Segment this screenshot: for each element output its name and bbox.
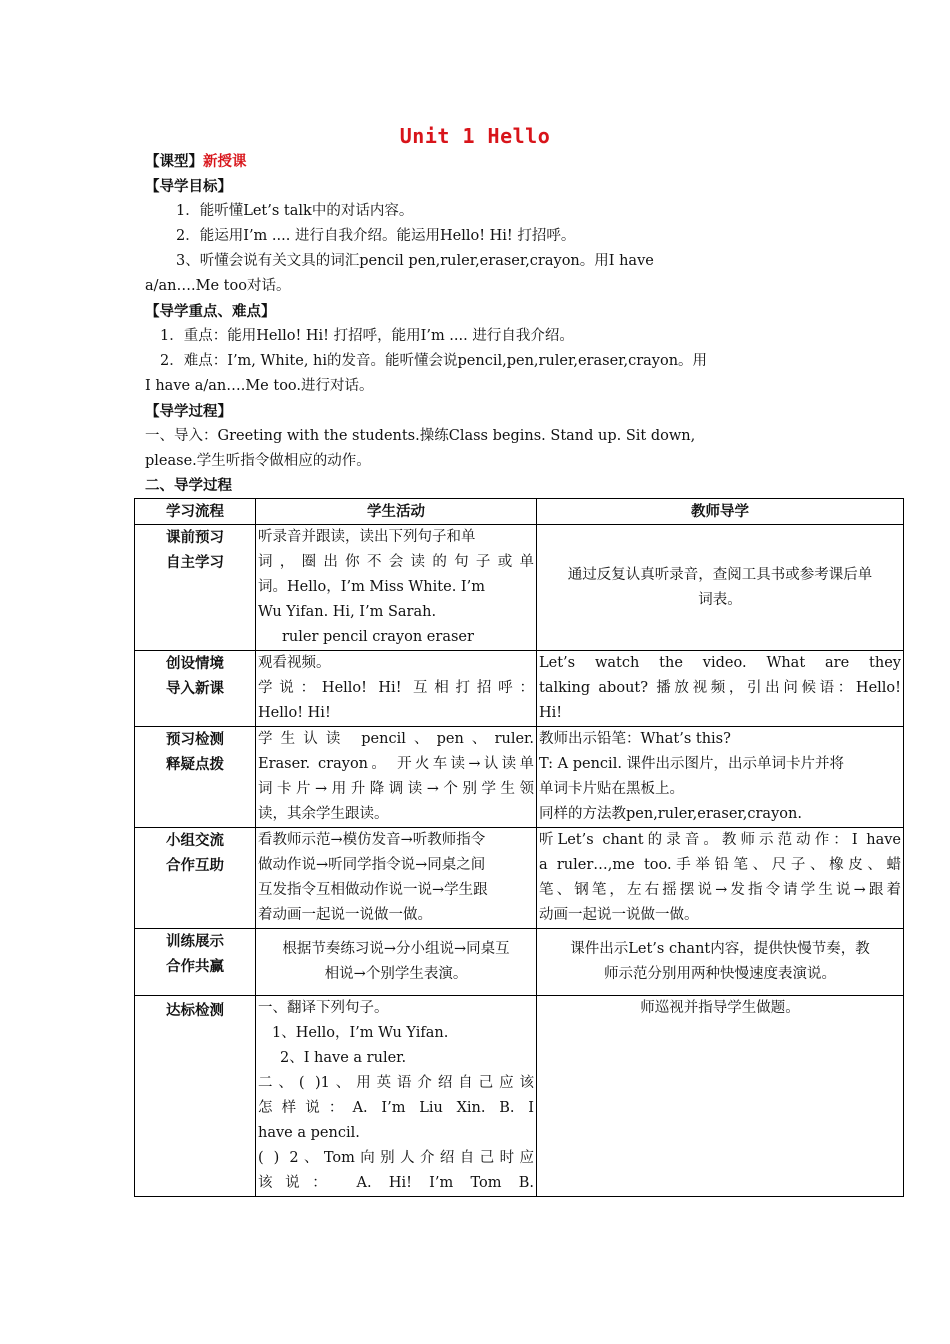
stage-line: 课前预习 bbox=[166, 529, 224, 546]
key-point-line: I have a/an….Me too.进行对话。 bbox=[145, 378, 374, 394]
cell-line: 相说→个别学生表演。 bbox=[324, 966, 468, 982]
teacher-guide-cell bbox=[537, 651, 904, 727]
table-row bbox=[135, 651, 904, 727]
cell-line: 教师出示铅笔：What’s this? bbox=[539, 731, 731, 747]
table-row bbox=[135, 727, 904, 828]
lesson-type-line bbox=[145, 149, 815, 174]
lesson-type-value: 新授课 bbox=[203, 153, 247, 170]
cell-line: 同样的方法教pen,ruler,eraser,crayon. bbox=[539, 806, 802, 822]
intro-line: please.学生听指令做相应的动作。 bbox=[145, 453, 371, 469]
stage-cell bbox=[135, 828, 256, 929]
stage-line: 创设情境 bbox=[166, 655, 224, 672]
cell-line: ( ) 2、Tom向别人介绍自己时应 bbox=[258, 1150, 534, 1166]
cell-line: 学说：Hello! Hi! 互相打招呼： bbox=[258, 680, 534, 696]
cell-line: Hi! bbox=[539, 705, 563, 721]
cell-line: 师示范分别用两种快慢速度表演说。 bbox=[604, 966, 836, 982]
cell-line: 根据节奏练习说→分小组说→同桌互 bbox=[282, 941, 510, 957]
table-row bbox=[135, 525, 904, 651]
cell-line: 互发指令互相做动作说一说→学生跟 bbox=[258, 882, 488, 898]
key-point-line: 2．难点：I’m, White, hi的发音。能听懂会说pencil,pen,ruler,eraser,crayon。用 bbox=[160, 353, 708, 369]
cell-line: 一、翻译下列句子。 bbox=[258, 1000, 389, 1016]
key-points-heading: 【导学重点、难点】 bbox=[145, 303, 276, 320]
goals-heading: 【导学目标】 bbox=[145, 178, 232, 195]
stage-line: 导入新课 bbox=[166, 680, 224, 697]
goal-line: 1．能听懂Let’s talk中的对话内容。 bbox=[176, 203, 414, 219]
cell-line: Eraser. crayon。 开火车读→认读单 bbox=[258, 756, 534, 772]
lesson-type-label: 【课型】 bbox=[145, 153, 203, 170]
cell-line: talking about? 播放视频，引出问候语：Hello! bbox=[539, 680, 901, 696]
cell-line: 笔、钢笔，左右摇摆说→发指令请学生说→跟着 bbox=[539, 882, 901, 898]
cell-line: have a pencil. bbox=[258, 1125, 360, 1141]
stage-line: 达标检测 bbox=[166, 1002, 224, 1019]
stage-line: 小组交流 bbox=[166, 832, 224, 849]
table-header-row bbox=[135, 499, 904, 525]
goal-line: a/an….Me too对话。 bbox=[145, 278, 291, 294]
cell-line: 听Let’s chant的录音。教师示范动作：I have bbox=[539, 832, 901, 848]
process-table bbox=[134, 498, 904, 1197]
cell-line: 单词卡片贴在黑板上。 bbox=[539, 781, 684, 797]
cell-line: 读，其余学生跟读。 bbox=[258, 806, 389, 822]
stage-cell bbox=[135, 525, 256, 651]
cell-line: 怎样说：A. I’m Liu Xin. B. I bbox=[258, 1100, 534, 1116]
goal-line: 2．能运用I’m .... 进行自我介绍。能运用Hello! Hi! 打招呼。 bbox=[176, 228, 576, 244]
stage-line: 合作共赢 bbox=[166, 958, 224, 975]
page-title: Unit 1 Hello bbox=[399, 124, 551, 148]
table-row bbox=[135, 996, 904, 1197]
cell-line: 听录音并跟读，读出下列句子和单 bbox=[258, 529, 476, 545]
cell-line: 通过反复认真听录音，查阅工具书或参考课后单 bbox=[567, 566, 873, 583]
cell-line: 2、I have a ruler. bbox=[280, 1050, 407, 1066]
student-activity-cell bbox=[256, 996, 537, 1197]
student-activity-cell bbox=[256, 929, 537, 996]
process-heading: 【导学过程】 bbox=[145, 403, 232, 420]
cell-line: 动画一起说一说做一做。 bbox=[539, 907, 699, 923]
cell-line: 词。Hello，I’m Miss White. I’m bbox=[258, 579, 485, 595]
cell-line: 看教师示范→模仿发音→听教师指令 bbox=[258, 832, 486, 848]
column-header: 学生活动 bbox=[256, 499, 537, 525]
stage-line: 合作互助 bbox=[166, 857, 224, 874]
column-header: 教师导学 bbox=[537, 499, 904, 525]
student-activity-cell bbox=[256, 525, 537, 651]
cell-line: 师巡视并指导学生做题。 bbox=[640, 1000, 800, 1016]
cell-line: Hello! Hi! bbox=[258, 705, 331, 721]
cell-line: 课件出示Let’s chant内容，提供快慢节奏，教 bbox=[570, 941, 870, 957]
cell-line: T: A pencil. 课件出示图片，出示单词卡片并将 bbox=[539, 756, 845, 772]
cell-line: 词，圈出你不会读的句子或单 bbox=[258, 554, 534, 570]
stage-line: 自主学习 bbox=[166, 554, 224, 571]
stage-line: 训练展示 bbox=[166, 933, 224, 950]
column-header: 学习流程 bbox=[135, 499, 256, 525]
cell-line: 词表。 bbox=[698, 591, 742, 608]
cell-line: 学生认读 pencil、pen、ruler. bbox=[258, 731, 534, 747]
cell-line: Wu Yifan. Hi, I’m Sarah. bbox=[258, 604, 437, 620]
teacher-guide-cell bbox=[537, 929, 904, 996]
cell-line: 二、( )1、用英语介绍自己应该 bbox=[258, 1075, 534, 1091]
stage-cell bbox=[135, 929, 256, 996]
table-row bbox=[135, 929, 904, 996]
cell-line: 该说： A. Hi! I’m Tom B. bbox=[258, 1175, 534, 1191]
intro-line: 一、导入：Greeting with the students.操练Class begins. Stand up. Sit down, bbox=[145, 428, 696, 444]
section-two-heading: 二、导学过程 bbox=[145, 477, 232, 494]
student-activity-cell bbox=[256, 828, 537, 929]
stage-cell bbox=[135, 996, 256, 1197]
cell-line: Let’s watch the video. What are they bbox=[539, 655, 901, 671]
goal-line: 3、听懂会说有关文具的词汇pencil pen,ruler,eraser,crayon。用I have bbox=[176, 253, 654, 269]
stage-cell bbox=[135, 727, 256, 828]
cell-line: 1、Hello，I’m Wu Yifan. bbox=[272, 1025, 449, 1041]
stage-line: 预习检测 bbox=[166, 731, 224, 748]
cell-line: 词卡片→用升降调读→个别学生领 bbox=[258, 781, 534, 797]
stage-line: 释疑点拨 bbox=[166, 756, 224, 773]
teacher-guide-cell bbox=[537, 727, 904, 828]
teacher-guide-cell bbox=[537, 996, 904, 1197]
cell-line: a ruler…,me too.手举铅笔、尺子、橡皮、蜡 bbox=[539, 857, 901, 873]
key-point-line: 1．重点：能用Hello! Hi! 打招呼，能用I’m .... 进行自我介绍。 bbox=[160, 328, 574, 344]
student-activity-cell bbox=[256, 651, 537, 727]
cell-line: 观看视频。 bbox=[258, 655, 331, 671]
stage-cell bbox=[135, 651, 256, 727]
teacher-guide-cell bbox=[537, 828, 904, 929]
table-row bbox=[135, 828, 904, 929]
student-activity-cell bbox=[256, 727, 537, 828]
teacher-guide-cell bbox=[537, 525, 904, 651]
cell-line: ruler pencil crayon eraser bbox=[282, 629, 474, 645]
cell-line: 做动作说→听同学指令说→同桌之间 bbox=[258, 857, 486, 873]
cell-line: 着动画一起说一说做一做。 bbox=[258, 907, 432, 923]
